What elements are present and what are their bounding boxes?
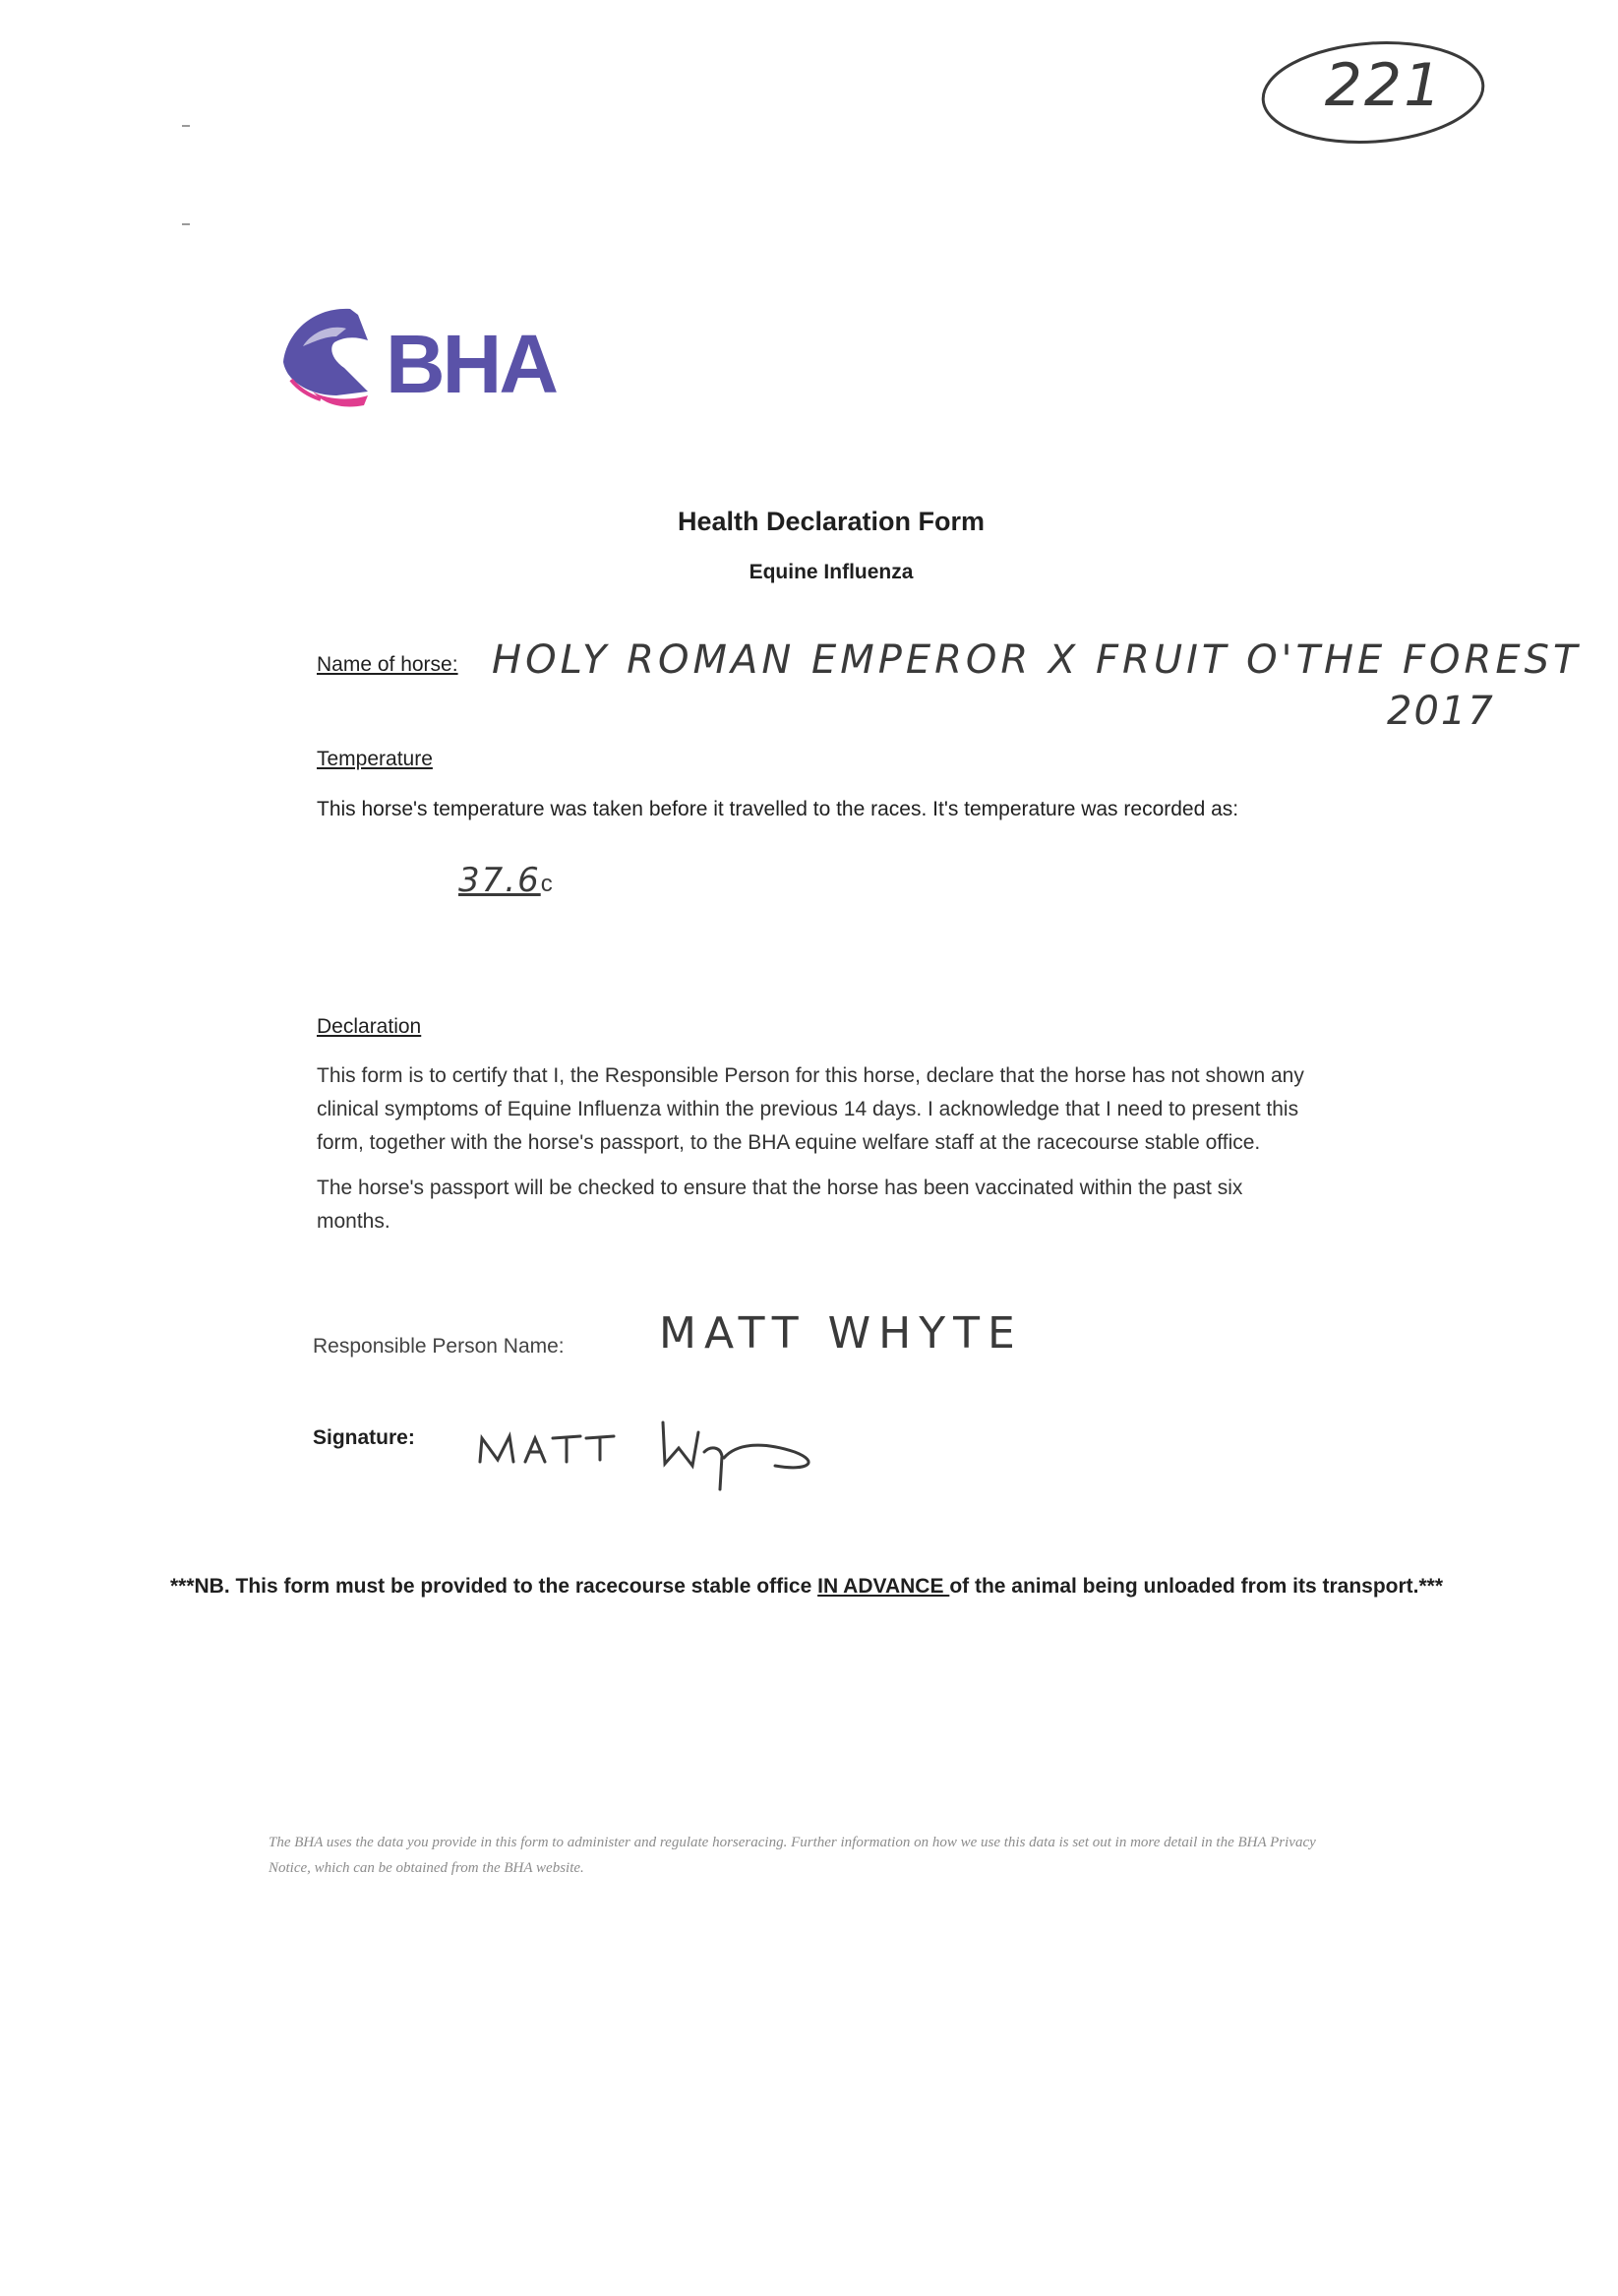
notice-prefix: ***NB. This form must be provided to the racecourse stable office — [169, 1575, 818, 1598]
signature — [470, 1403, 864, 1491]
temperature-heading: Temperature — [317, 748, 433, 770]
responsible-person-name: MATT WHYTE — [659, 1308, 1023, 1359]
advance-notice — [0, 1570, 1613, 1603]
horse-name-label: Name of horse: — [317, 653, 458, 676]
responsible-person-label: Responsible Person Name: — [313, 1335, 565, 1358]
temperature-number: 37.6 — [458, 861, 541, 900]
declaration-paragraph: This form is to certify that I, the Responsible Person for this horse, declare that the horse has not shown any clinical symptoms of Equine Influenza within the previous 14 days. I acknowledge that I need to present this form, together with the horse's passport, to the BHA equine welfare staff at the racecourse stable office. — [317, 1064, 1304, 1154]
form-subtitle: Equine Influenza — [749, 561, 914, 583]
declaration-text — [317, 1059, 1304, 1250]
scan-mark — [182, 125, 190, 127]
temperature-unit: c — [540, 871, 553, 897]
temperature-text: This horse's temperature was taken before it travelled to the races. It's temperature was recorded as: — [317, 798, 1239, 820]
form-title: Health Declaration Form — [677, 507, 986, 536]
scan-mark — [182, 223, 190, 225]
horse-year-value: 2017 — [1387, 689, 1495, 734]
page-number: 221 — [1324, 51, 1444, 120]
notice-suffix: of the animal being unloaded from its transport.*** — [949, 1575, 1444, 1598]
declaration-paragraph: The horse's passport will be checked to ensure that the horse has been vaccinated within the past six months. — [317, 1177, 1243, 1233]
declaration-heading: Declaration — [317, 1015, 422, 1038]
temperature-value — [458, 861, 553, 900]
notice-emphasis: IN ADVANCE — [817, 1575, 950, 1598]
signature-label: Signature: — [313, 1426, 415, 1449]
bha-logo-text: BHA — [386, 318, 556, 410]
horse-name-value: HOLY ROMAN EMPEROR X FRUIT O'THE FOREST — [492, 637, 1582, 683]
privacy-footer: The BHA uses the data you provide in this form to administer and regulate horseracing. Further information on how we use this data is set out in more detail in the BHA Privacy Notice, which can be obtained from the BHA website. — [269, 1835, 1316, 1876]
